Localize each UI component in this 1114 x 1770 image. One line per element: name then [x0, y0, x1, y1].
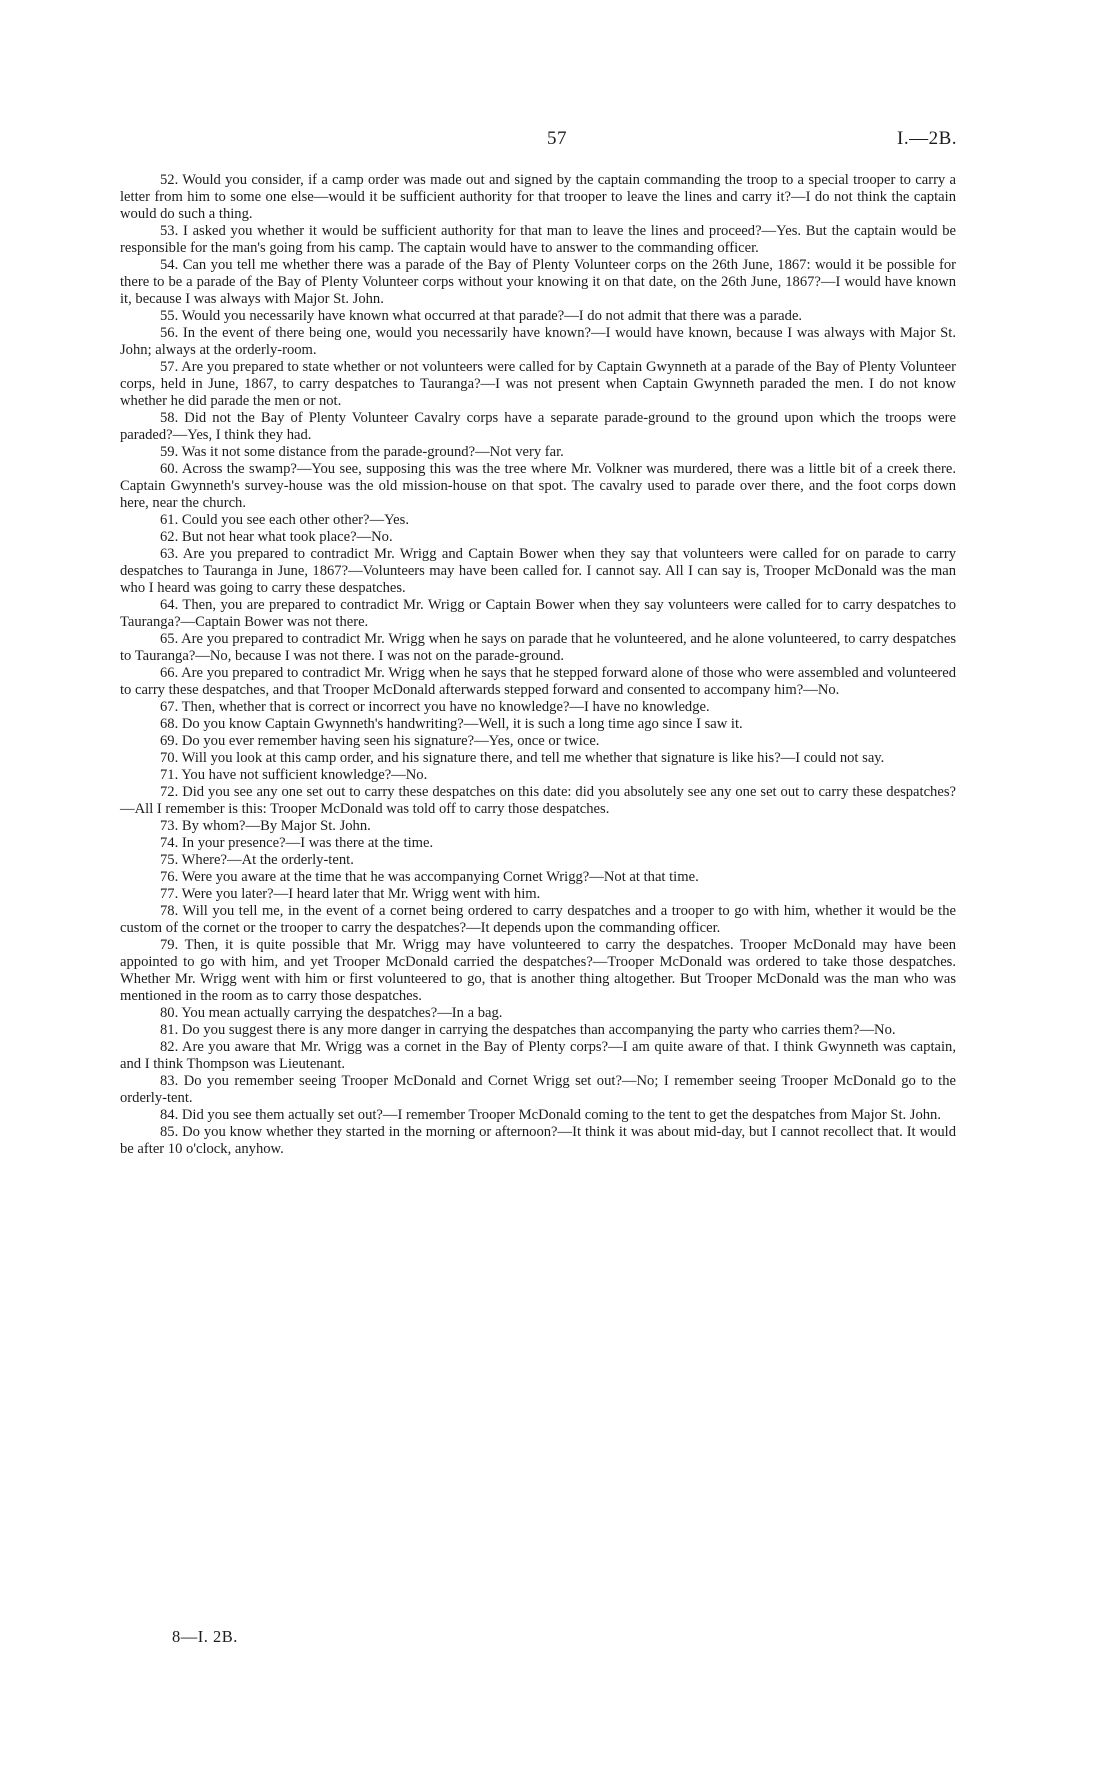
question-83: 83. Do you remember seeing Trooper McDonald and Cornet Wrigg set out?—No; I remember seeing Trooper McDonald go to the orderly-tent.: [120, 1073, 956, 1106]
question-62: 62. But not hear what took place?—No.: [160, 529, 393, 545]
question-76: 76. Were you aware at the time that he was accompanying Cornet Wrigg?—Not at that time.: [160, 869, 699, 885]
question-66: 66. Are you prepared to contradict Mr. Wrigg when he says that he stepped forward alone of those who were assembled and volunteered to carry these despatches, and that Trooper McDonald afterwards stepped forward and consented to accompany him?—No.: [120, 665, 956, 698]
question-64: 64. Then, you are prepared to contradict Mr. Wrigg or Captain Bower when they say volunteers were called for to carry despatches to Tauranga?—Captain Bower was not there.: [120, 597, 956, 630]
question-74: 74. In your presence?—I was there at the time.: [160, 835, 434, 851]
question-81: 81. Do you suggest there is any more danger in carrying the despatches than accompanying the party who carries them?—No.: [160, 1022, 896, 1038]
question-61: 61. Could you see each other other?—Yes.: [160, 512, 409, 528]
question-68: 68. Do you know Captain Gwynneth's handwriting?—Well, it is such a long time ago since I saw it.: [160, 716, 743, 732]
question-70: 70. Will you look at this camp order, and his signature there, and tell me whether that signature is like his?—I could not say.: [160, 750, 885, 766]
question-54: 54. Can you tell me whether there was a parade of the Bay of Plenty Volunteer corps on the 26th June, 1867: would it be possible for there to be a parade of the Bay of Plenty Volunteer corps without your knowing it on that date, on the 26th June, 1867?—I would have known it, because I was always with Major St. John.: [120, 257, 956, 307]
question-75: 75. Where?—At the orderly-tent.: [160, 852, 354, 868]
question-65: 65. Are you prepared to contradict Mr. Wrigg when he says on parade that he volunteered, and he alone volunteered, to carry despatches to Tauranga?—No, because I was not there. I was not on the parade-ground.: [120, 631, 956, 664]
question-77: 77. Were you later?—I heard later that Mr. Wrigg went with him.: [160, 886, 541, 902]
question-58: 58. Did not the Bay of Plenty Volunteer Cavalry corps have a separate parade-ground to the ground upon which the troops were paraded?—Yes, I think they had.: [120, 410, 956, 443]
question-71: 71. You have not sufficient knowledge?—No.: [160, 767, 428, 783]
question-79: 79. Then, it is quite possible that Mr. Wrigg may have volunteered to carry the despatches. Trooper McDonald may have been appointed to go with him, and yet Trooper McDonald carried the despatches?—Trooper McDonald was ordered to take those despatches. Whether Mr. Wrigg went with him or first volunteered to go, that is another thing altogether. But Trooper McDonald was the man who was mentioned in the room as to carry those despatches.: [120, 937, 956, 1004]
question-85: 85. Do you know whether they started in the morning or afternoon?—It think it was about mid-day, but I cannot recollect that. It would be after 10 o'clock, anyhow.: [120, 1124, 956, 1157]
question-72: 72. Did you see any one set out to carry these despatches on this date: did you absolutely see any one set out to carry these despatches?—All I remember is this: Trooper McDonald was told off to carry those despatches.: [120, 784, 956, 817]
page-number: 57: [547, 128, 567, 149]
testimony-body: [120, 172, 956, 1158]
question-57: 57. Are you prepared to state whether or not volunteers were called for by Captain Gwynneth at a parade of the Bay of Plenty Volunteer corps, held in June, 1867, to carry despatches to Tauranga?—I was not present when Captain Gwynneth paraded the men. I do not know whether he did parade the men or not.: [120, 359, 956, 409]
question-52: 52. Would you consider, if a camp order was made out and signed by the captain commanding the troop to a special trooper to carry a letter from him to some one else—would it be sufficient authority for that trooper to leave the lines and carry it?—I do not think the captain would do such a thing.: [120, 172, 956, 222]
question-84: 84. Did you see them actually set out?—I remember Trooper McDonald coming to the tent to get the despatches from Major St. John.: [160, 1107, 942, 1123]
question-73: 73. By whom?—By Major St. John.: [160, 818, 371, 834]
question-55: 55. Would you necessarily have known what occurred at that parade?—I do not admit that there was a parade.: [160, 308, 803, 324]
signature-mark: 8—I. 2B.: [172, 1627, 238, 1646]
question-56: 56. In the event of there being one, would you necessarily have known?—I would have known, because I was always with Major St. John; always at the orderly-room.: [120, 325, 956, 358]
question-78: 78. Will you tell me, in the event of a cornet being ordered to carry despatches and a trooper to go with him, whether it would be the custom of the cornet or the trooper to carry the despatches?—It depends upon the commanding officer.: [120, 903, 956, 936]
question-63: 63. Are you prepared to contradict Mr. Wrigg and Captain Bower when they say that volunteers were called for on parade to carry despatches to Tauranga in June, 1867?—Volunteers may have been called for. I cannot say. All I can say is, Trooper McDonald was the man who I heard was going to carry these despatches.: [120, 546, 956, 596]
question-80: 80. You mean actually carrying the despatches?—In a bag.: [160, 1005, 503, 1021]
question-53: 53. I asked you whether it would be sufficient authority for that man to leave the lines and proceed?—Yes. But the captain would be responsible for the man's going from his camp. The captain would have to answer to the commanding officer.: [120, 223, 956, 256]
question-82: 82. Are you aware that Mr. Wrigg was a cornet in the Bay of Plenty corps?—I am quite aware of that. I think Gwynneth was captain, and I think Thompson was Lieutenant.: [120, 1039, 956, 1072]
question-59: 59. Was it not some distance from the parade-ground?—Not very far.: [160, 444, 564, 460]
paper-reference: I.—2B.: [897, 128, 957, 149]
question-60: 60. Across the swamp?—You see, supposing this was the tree where Mr. Volkner was murdered, there was a little bit of a creek there. Captain Gwynneth's survey-house was the old mission-house on that spot. The cavalry used to parade over there, and the foot corps down here, near the church.: [120, 461, 956, 511]
question-67: 67. Then, whether that is correct or incorrect you have no knowledge?—I have no knowledge.: [160, 699, 710, 715]
question-69: 69. Do you ever remember having seen his signature?—Yes, once or twice.: [160, 733, 600, 749]
